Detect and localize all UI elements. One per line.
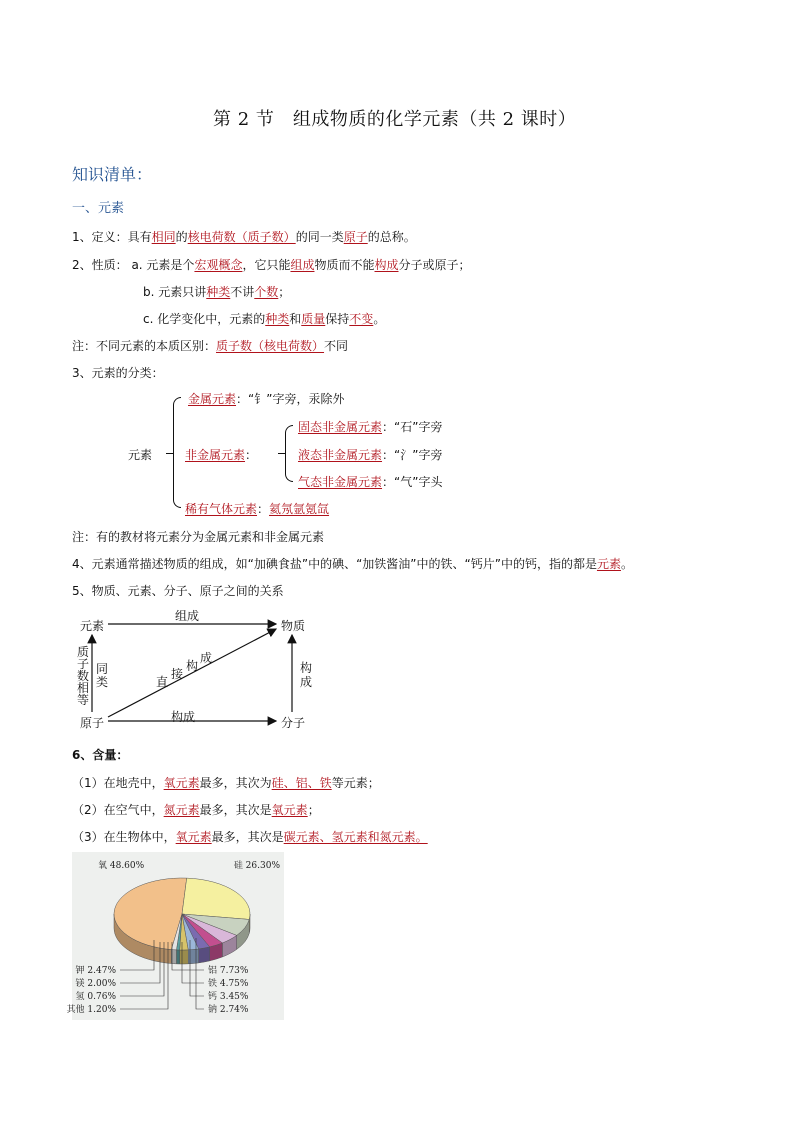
label-diag-4: 成 xyxy=(200,651,213,665)
def-text: 的 xyxy=(175,230,188,244)
solid-line xyxy=(298,418,442,435)
c1-fill: 氧元素 xyxy=(163,776,200,790)
node-molecule: 分子 xyxy=(281,716,306,730)
c2-fill: 氮元素 xyxy=(163,803,200,817)
item4-text: 。 xyxy=(620,557,633,571)
pie-side-7 xyxy=(180,950,189,964)
note-textbook: 注：有的教材将元素分为金属元素和非金属元素 xyxy=(72,530,325,544)
metal-desc: ：“钅”字旁，汞除外 xyxy=(236,392,345,406)
pie-label-5: 钠 2.74% xyxy=(208,1005,249,1015)
prop-text: 不讲 xyxy=(230,285,255,299)
label-right-2: 成 xyxy=(300,675,313,689)
metal-line xyxy=(188,390,344,407)
rare-list: 氦氖氩氪氙 xyxy=(269,502,330,516)
pie-label-6: 钾 2.47% xyxy=(75,966,116,976)
c3-fill: 碳元素、氢元素和氮元素。 xyxy=(283,830,428,844)
pie-side-5 xyxy=(199,947,210,963)
knowledge-heading: 知识清单： xyxy=(72,165,153,184)
solid-label: 固态非金属元素 xyxy=(298,420,383,434)
nonmetal-colon: ： xyxy=(245,448,258,462)
prop-text: 物质而不能 xyxy=(314,258,375,272)
note-text: 不同 xyxy=(324,339,349,353)
c3-text: 最多，其次是 xyxy=(211,830,284,844)
prop-text: 和 xyxy=(289,312,302,326)
rare-label: 稀有气体元素 xyxy=(185,502,258,516)
inner-brace xyxy=(285,425,293,482)
gas-label: 气态非金属元素 xyxy=(298,475,383,489)
prop-fill: 质量 xyxy=(301,312,326,326)
item5-heading: 5、物质、元素、分子、原子之间的关系 xyxy=(72,584,284,598)
content-organism xyxy=(72,828,428,845)
outer-brace xyxy=(173,397,181,508)
classify-root: 元素 xyxy=(128,448,153,462)
content-air xyxy=(72,801,320,818)
liquid-label: 液态非金属元素 xyxy=(298,448,383,462)
label-left-b1: 同 xyxy=(96,662,109,676)
label-right-1: 构 xyxy=(300,661,313,675)
property-line-a xyxy=(72,256,471,273)
note-fill: 质子数（核电荷数） xyxy=(216,339,325,353)
prop-fill: 构成 xyxy=(374,258,399,272)
prop-fill: 宏观概念 xyxy=(194,258,243,272)
label-diag-1: 直 xyxy=(156,675,169,689)
label-left-2: 子 xyxy=(77,657,90,671)
prop-fill: 种类 xyxy=(265,312,290,326)
label-left-3: 数 xyxy=(77,669,90,683)
c1-text: 最多，其次为 xyxy=(199,776,272,790)
gas-line xyxy=(298,473,442,490)
label-left-b2: 类 xyxy=(96,675,109,689)
pie-label-9: 其他 1.20% xyxy=(66,1005,116,1015)
pie-side-8 xyxy=(176,950,179,964)
label-left-4: 相 xyxy=(77,681,90,695)
rare-line xyxy=(185,500,329,517)
liquid-desc: ：“氵”字旁 xyxy=(382,448,443,462)
liquid-line xyxy=(298,446,442,463)
label-diag-3: 构 xyxy=(186,659,199,673)
item4-fill: 元素 xyxy=(596,557,621,571)
prop-text: 。 xyxy=(373,312,386,326)
definition-line xyxy=(72,228,416,245)
prop-text: 2、性质： a. 元素是个 xyxy=(72,258,195,272)
def-text: 的同一类 xyxy=(295,230,344,244)
pie-label-1: 硅 26.30% xyxy=(233,861,280,871)
property-line-c xyxy=(143,310,385,327)
prop-text: 分子或原子； xyxy=(398,258,471,272)
pie-label-7: 镁 2.00% xyxy=(75,979,116,989)
label-diag-2: 接 xyxy=(171,667,184,681)
c2-fill: 氧元素 xyxy=(271,803,308,817)
section-element-heading: 一、元素 xyxy=(72,201,125,216)
item6-heading: 6、含量： xyxy=(72,748,129,762)
c2-text: 最多，其次是 xyxy=(199,803,272,817)
def-text: 1、定义：具有 xyxy=(72,230,152,244)
item4-text: 4、元素通常描述物质的组成，如“加碘食盐”中的碘、“加铁酱油”中的铁、“钙片”中的钙，指的都是 xyxy=(72,557,597,571)
gas-desc: ：“气”字头 xyxy=(382,475,443,489)
prop-text: 保持 xyxy=(325,312,350,326)
c1-text: 等元素； xyxy=(331,776,380,790)
property-line-b xyxy=(143,283,290,300)
label-bottom-construct: 构成 xyxy=(171,710,196,724)
node-substance: 物质 xyxy=(281,619,306,633)
def-fill-atom: 原子 xyxy=(343,230,368,244)
label-top-compose: 组成 xyxy=(175,609,200,623)
c1-text: （1）在地壳中， xyxy=(72,776,164,790)
node-element: 元素 xyxy=(80,619,105,633)
prop-text: ，它只能 xyxy=(242,258,291,272)
prop-fill: 组成 xyxy=(290,258,315,272)
inner-brace-tip xyxy=(278,453,286,454)
pie-label-2: 铝 7.73% xyxy=(208,966,249,976)
prop-text: c. 化学变化中，元素的 xyxy=(143,312,266,326)
c3-text: （3）在生物体中， xyxy=(72,830,176,844)
label-left-5: 等 xyxy=(77,693,90,707)
pie-svg xyxy=(66,852,284,1020)
pie-label-0: 氧 48.60% xyxy=(98,861,145,871)
c2-text: （2）在空气中， xyxy=(72,803,164,817)
c1-fill: 硅、铝、铁 xyxy=(271,776,332,790)
classify-heading: 3、元素的分类： xyxy=(72,366,164,380)
rare-colon: ： xyxy=(257,502,270,516)
page-title: 第 2 节 组成物质的化学元素（共 2 课时） xyxy=(213,109,577,130)
def-fill-charge: 核电荷数（质子数） xyxy=(187,230,296,244)
pie-label-3: 铁 4.75% xyxy=(208,979,249,989)
note-difference xyxy=(72,337,348,354)
pie-slice-1 xyxy=(182,878,250,919)
content-crust xyxy=(72,774,380,791)
node-atom: 原子 xyxy=(80,716,105,730)
prop-text: b. 元素只讲 xyxy=(143,285,207,299)
prop-fill: 不变 xyxy=(349,312,374,326)
prop-fill: 种类 xyxy=(206,285,231,299)
outer-brace-tip xyxy=(166,453,174,454)
nonmetal-line xyxy=(185,446,257,463)
pie-label-8: 氢 0.76% xyxy=(75,992,116,1002)
nonmetal-label: 非金属元素 xyxy=(185,448,246,462)
crust-pie-chart xyxy=(66,852,284,1020)
pie-label-4: 钙 3.45% xyxy=(208,992,249,1002)
def-text: 的总称。 xyxy=(367,230,416,244)
c3-fill: 氧元素 xyxy=(175,830,212,844)
prop-text: ； xyxy=(278,285,291,299)
prop-fill: 个数 xyxy=(254,285,279,299)
item4-line xyxy=(72,555,633,572)
label-left-1: 质 xyxy=(77,645,90,659)
metal-label: 金属元素 xyxy=(188,392,237,406)
def-fill-same: 相同 xyxy=(151,230,176,244)
c2-text: ； xyxy=(307,803,320,817)
note-text: 注：不同元素的本质区别： xyxy=(72,339,217,353)
solid-desc: ：“石”字旁 xyxy=(382,420,443,434)
